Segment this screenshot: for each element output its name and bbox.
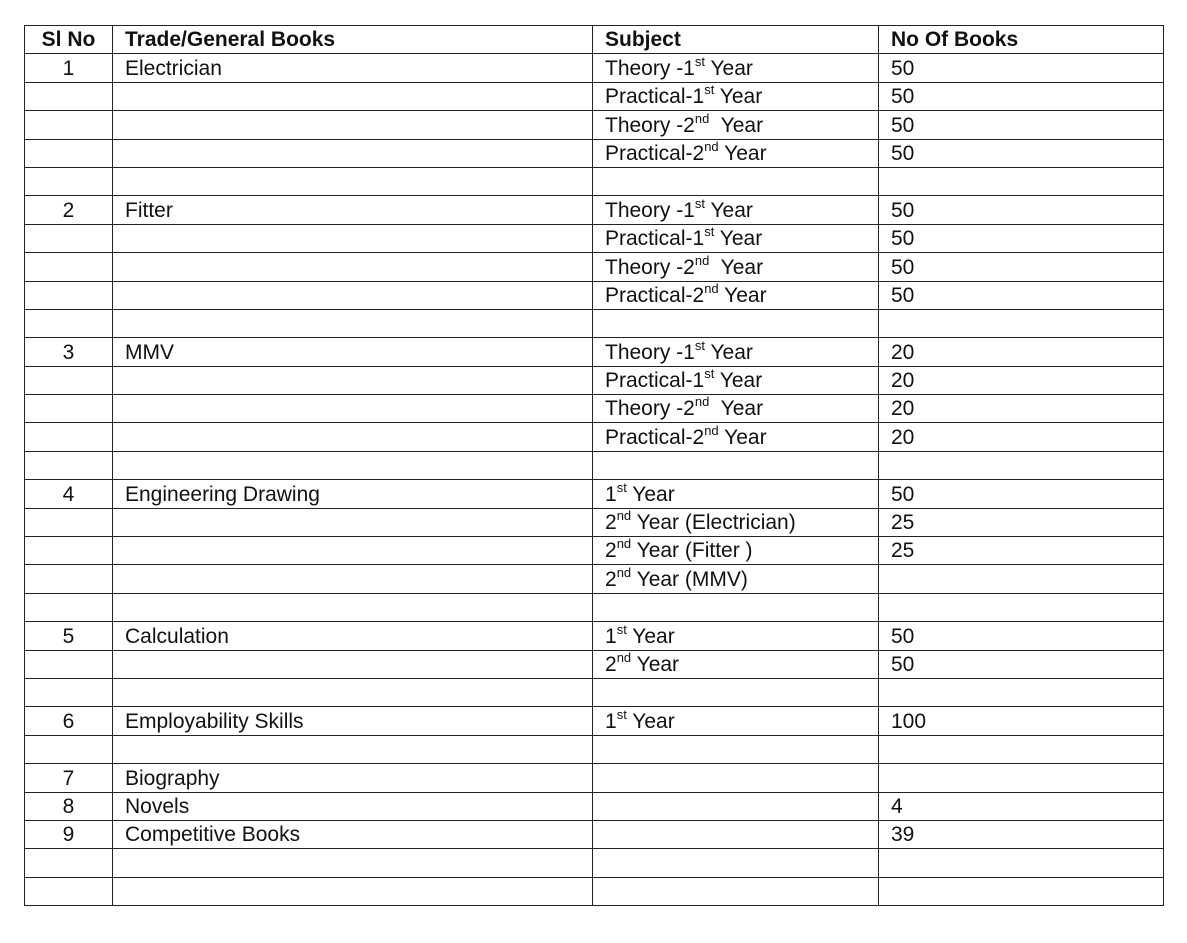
count-cell <box>879 451 1164 479</box>
trade-cell <box>113 253 593 281</box>
table-row <box>25 54 1164 82</box>
subject-text: Theory -1 <box>605 340 695 364</box>
subject-text-rest: Year <box>626 624 675 648</box>
subject-text: 2 <box>605 511 617 535</box>
header-trade: Trade/General Books <box>113 26 593 54</box>
trade-cell <box>113 735 593 763</box>
count-cell: 25 <box>879 508 1164 536</box>
subject-cell <box>593 196 879 224</box>
subject-cell <box>593 54 879 82</box>
sl-no-cell: 8 <box>25 792 113 820</box>
subject-ordinal-suffix: st <box>694 195 705 211</box>
subject-text-rest: Year <box>714 227 763 251</box>
sl-no-cell: 2 <box>25 196 113 224</box>
subject-text: Theory -2 <box>605 397 695 421</box>
subject-cell <box>593 480 879 508</box>
count-cell: 50 <box>879 111 1164 139</box>
table-row <box>25 395 1164 423</box>
count-cell <box>879 735 1164 763</box>
count-cell <box>879 167 1164 195</box>
sl-no-cell: 1 <box>25 54 113 82</box>
count-cell <box>879 309 1164 337</box>
trade-cell <box>113 111 593 139</box>
sl-no-cell <box>25 309 113 337</box>
trade-cell <box>113 423 593 451</box>
sl-no-cell <box>25 423 113 451</box>
subject-cell <box>593 707 879 735</box>
table-row <box>25 650 1164 678</box>
trade-cell <box>113 224 593 252</box>
subject-cell <box>593 820 879 848</box>
subject-ordinal-suffix: st <box>616 621 627 637</box>
subject-cell <box>593 167 879 195</box>
subject-cell <box>593 366 879 394</box>
trade-cell: Electrician <box>113 54 593 82</box>
table-row <box>25 820 1164 848</box>
subject-text-rest: Year (MMV) <box>631 567 748 591</box>
table-row <box>25 139 1164 167</box>
subject-cell <box>593 537 879 565</box>
table-row <box>25 451 1164 479</box>
subject-text-rest: Year <box>714 369 763 393</box>
sl-no-cell: 4 <box>25 480 113 508</box>
subject-cell <box>593 111 879 139</box>
subject-ordinal-suffix: nd <box>694 394 710 410</box>
trade-cell <box>113 537 593 565</box>
table-row <box>25 196 1164 224</box>
subject-cell <box>593 735 879 763</box>
subject-text-rest: Year <box>626 709 675 733</box>
table-row <box>25 253 1164 281</box>
table-row <box>25 849 1164 877</box>
subject-cell <box>593 224 879 252</box>
trade-cell: Calculation <box>113 622 593 650</box>
table-row <box>25 480 1164 508</box>
subject-text-rest: Year <box>626 482 675 506</box>
table-row <box>25 792 1164 820</box>
header-subject: Subject <box>593 26 879 54</box>
count-cell: 50 <box>879 622 1164 650</box>
subject-ordinal-suffix: nd <box>694 252 710 268</box>
subject-ordinal-suffix: st <box>694 337 705 353</box>
subject-ordinal-suffix: st <box>616 706 627 722</box>
count-cell: 50 <box>879 650 1164 678</box>
subject-text: Practical-2 <box>605 425 705 449</box>
count-cell: 50 <box>879 82 1164 110</box>
trade-cell: Novels <box>113 792 593 820</box>
subject-text: Practical-2 <box>605 141 705 165</box>
trade-cell <box>113 167 593 195</box>
count-cell: 50 <box>879 139 1164 167</box>
subject-ordinal-suffix: nd <box>694 110 710 126</box>
table-row <box>25 537 1164 565</box>
subject-ordinal-suffix: st <box>704 224 715 240</box>
subject-text: 1 <box>605 709 617 733</box>
trade-cell <box>113 451 593 479</box>
subject-text: 2 <box>605 567 617 591</box>
sl-no-cell <box>25 253 113 281</box>
subject-text: Practical-2 <box>605 283 705 307</box>
table-row <box>25 82 1164 110</box>
count-cell: 50 <box>879 253 1164 281</box>
table-row <box>25 565 1164 593</box>
sl-no-cell <box>25 224 113 252</box>
trade-cell: Fitter <box>113 196 593 224</box>
subject-text-rest: Year <box>718 425 767 449</box>
sl-no-cell: 7 <box>25 764 113 792</box>
books-table <box>24 25 1164 906</box>
count-cell: 39 <box>879 820 1164 848</box>
subject-cell <box>593 593 879 621</box>
sl-no-cell <box>25 139 113 167</box>
subject-text-rest: Year (Electrician) <box>631 511 796 535</box>
count-cell: 50 <box>879 480 1164 508</box>
subject-cell <box>593 82 879 110</box>
subject-cell <box>593 395 879 423</box>
trade-cell <box>113 281 593 309</box>
trade-cell <box>113 849 593 877</box>
subject-cell <box>593 678 879 706</box>
sl-no-cell <box>25 366 113 394</box>
subject-ordinal-suffix: nd <box>616 508 632 524</box>
trade-cell <box>113 877 593 905</box>
sl-no-cell <box>25 537 113 565</box>
subject-cell <box>593 253 879 281</box>
count-cell: 50 <box>879 54 1164 82</box>
sl-no-cell <box>25 451 113 479</box>
count-cell: 100 <box>879 707 1164 735</box>
subject-text: 1 <box>605 624 617 648</box>
subject-ordinal-suffix: nd <box>704 422 719 438</box>
count-cell: 20 <box>879 395 1164 423</box>
trade-cell <box>113 593 593 621</box>
subject-ordinal-suffix: nd <box>616 650 632 665</box>
count-cell <box>879 877 1164 905</box>
sl-no-cell <box>25 167 113 195</box>
trade-cell <box>113 82 593 110</box>
sl-no-cell <box>25 678 113 706</box>
sl-no-cell <box>25 281 113 309</box>
sl-no-cell: 3 <box>25 338 113 366</box>
subject-cell <box>593 139 879 167</box>
subject-text-rest: Year <box>631 652 680 676</box>
sl-no-cell <box>25 593 113 621</box>
subject-text-rest: Year (Fitter ) <box>631 539 753 563</box>
subject-text-rest: Year <box>705 56 753 80</box>
trade-cell: Competitive Books <box>113 820 593 848</box>
trade-cell <box>113 650 593 678</box>
table-row <box>25 707 1164 735</box>
sl-no-cell <box>25 849 113 877</box>
subject-text-rest: Year <box>718 141 767 165</box>
subject-text: 2 <box>605 652 617 676</box>
subject-cell <box>593 281 879 309</box>
count-cell <box>879 849 1164 877</box>
table-row <box>25 167 1164 195</box>
table-row <box>25 224 1164 252</box>
subject-ordinal-suffix: nd <box>704 139 719 154</box>
subject-cell <box>593 849 879 877</box>
table-row <box>25 423 1164 451</box>
subject-text-rest: Year <box>709 397 764 421</box>
subject-ordinal-suffix: st <box>616 479 627 495</box>
table-row <box>25 111 1164 139</box>
header-sl-no: Sl No <box>25 26 113 54</box>
count-cell: 50 <box>879 196 1164 224</box>
count-cell: 50 <box>879 281 1164 309</box>
trade-cell <box>113 366 593 394</box>
trade-cell <box>113 309 593 337</box>
subject-cell <box>593 423 879 451</box>
subject-cell <box>593 451 879 479</box>
subject-cell <box>593 622 879 650</box>
trade-cell <box>113 678 593 706</box>
subject-ordinal-suffix: nd <box>616 564 632 580</box>
subject-ordinal-suffix: st <box>704 366 715 382</box>
subject-text-rest: Year <box>709 255 764 279</box>
subject-text: Theory -2 <box>605 113 695 137</box>
trade-cell <box>113 508 593 536</box>
count-cell: 20 <box>879 423 1164 451</box>
subject-ordinal-suffix: st <box>704 82 715 98</box>
subject-text: Theory -1 <box>605 56 695 80</box>
subject-text-rest: Year <box>709 113 764 137</box>
trade-cell: MMV <box>113 338 593 366</box>
count-cell: 20 <box>879 338 1164 366</box>
count-cell: 4 <box>879 792 1164 820</box>
sl-no-cell: 9 <box>25 820 113 848</box>
trade-cell: Engineering Drawing <box>113 480 593 508</box>
count-cell <box>879 678 1164 706</box>
subject-ordinal-suffix: nd <box>704 281 719 296</box>
table-row <box>25 366 1164 394</box>
count-cell <box>879 593 1164 621</box>
sl-no-cell <box>25 508 113 536</box>
subject-ordinal-suffix: nd <box>616 536 632 552</box>
subject-text-rest: Year <box>705 340 753 364</box>
subject-ordinal-suffix: st <box>694 53 705 69</box>
subject-cell <box>593 877 879 905</box>
subject-text: Practical-1 <box>605 227 705 251</box>
sl-no-cell <box>25 877 113 905</box>
table-row <box>25 309 1164 337</box>
table-row <box>25 338 1164 366</box>
subject-cell <box>593 309 879 337</box>
subject-cell <box>593 565 879 593</box>
trade-cell <box>113 139 593 167</box>
sl-no-cell: 6 <box>25 707 113 735</box>
table-row <box>25 622 1164 650</box>
subject-cell <box>593 792 879 820</box>
table-row <box>25 735 1164 763</box>
header-row <box>25 26 1164 54</box>
table-row <box>25 764 1164 792</box>
table-row <box>25 678 1164 706</box>
sl-no-cell <box>25 395 113 423</box>
trade-cell <box>113 565 593 593</box>
header-count: No Of Books <box>879 26 1164 54</box>
sl-no-cell <box>25 735 113 763</box>
subject-cell <box>593 650 879 678</box>
subject-text: 2 <box>605 539 617 563</box>
count-cell <box>879 565 1164 593</box>
trade-cell: Employability Skills <box>113 707 593 735</box>
subject-text-rest: Year <box>718 283 767 307</box>
table-row <box>25 281 1164 309</box>
subject-text-rest: Year <box>714 85 763 109</box>
table-row <box>25 593 1164 621</box>
sl-no-cell <box>25 565 113 593</box>
table-row <box>25 508 1164 536</box>
count-cell: 20 <box>879 366 1164 394</box>
subject-cell <box>593 508 879 536</box>
subject-cell <box>593 764 879 792</box>
trade-cell <box>113 395 593 423</box>
sl-no-cell: 5 <box>25 622 113 650</box>
table-row <box>25 877 1164 905</box>
subject-text-rest: Year <box>705 198 753 222</box>
subject-text: Theory -1 <box>605 198 695 222</box>
subject-text: Practical-1 <box>605 369 705 393</box>
sl-no-cell <box>25 650 113 678</box>
sl-no-cell <box>25 82 113 110</box>
subject-text: Theory -2 <box>605 255 695 279</box>
count-cell <box>879 764 1164 792</box>
subject-text: 1 <box>605 482 617 506</box>
sl-no-cell <box>25 111 113 139</box>
trade-cell: Biography <box>113 764 593 792</box>
subject-text: Practical-1 <box>605 85 705 109</box>
count-cell: 50 <box>879 224 1164 252</box>
count-cell: 25 <box>879 537 1164 565</box>
subject-cell <box>593 338 879 366</box>
